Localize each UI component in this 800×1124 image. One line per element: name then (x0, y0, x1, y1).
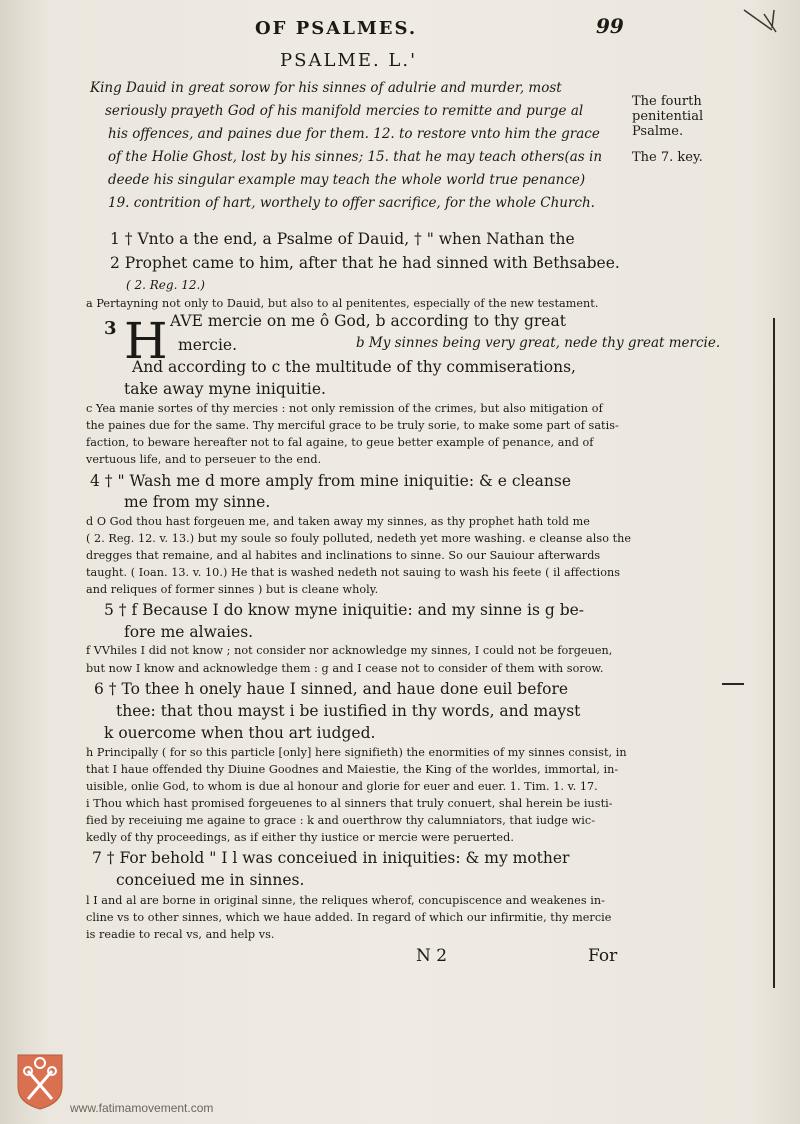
verse-1: 1 † Vnto a the end, a Psalme of Dauid, † " when Nathan the (110, 230, 575, 248)
footnote-d: taught. ( Ioan. 13. v. 10.) He that is washed nedeth not sauing to wash his feete ( il affections (86, 566, 621, 579)
verse-2: 2 Prophet came to him, after that he had sinned with Bethsabee. (110, 254, 620, 272)
margin-note-line: Psalme. (632, 124, 684, 139)
footnote-i: i Thou which hast promised forgeuenes to al sinners that truly conuert, shal herein be iusti- (86, 797, 613, 810)
argument-line: seriously prayeth God of his manifold mercies to remitte and purge al (105, 103, 584, 119)
verse-3-cont: take away myne iniquitie. (124, 380, 326, 398)
verse-number: 3 (104, 318, 117, 339)
footnote-l: l I and al are borne in original sinne, the reliques wherof, concupiscence and weakenes in- (86, 894, 605, 907)
footnote-f: f VVhiles I did not know ; not consider nor acknowledge my sinnes, I could not be forgeuen, (86, 644, 613, 657)
margin-rule (722, 683, 744, 685)
footnote-d: d O God thou hast forgeuen me, and taken away my sinnes, as thy prophet hath told me (86, 515, 590, 528)
watermark-url[interactable]: www.fatimamovement.com (70, 1101, 214, 1115)
running-head: OF PSALMES. (255, 18, 418, 39)
psalm-title: PSALME. L.' (280, 50, 418, 71)
margin-note-line: penitential (632, 109, 704, 124)
footnote-h: h Principally ( for so this particle [only] here signifieth) the enormities of my sinnes consist, in (86, 746, 627, 759)
footnote-d: dregges that remaine, and al habites and inclinations to sinne. So our Sauiour afterwards (86, 549, 601, 562)
verse-3-cont: And according to c the multitude of thy commiserations, (132, 358, 576, 376)
argument-line: deede his singular example may teach the whole world true penance) (108, 172, 586, 188)
verse-7: 7 † For behold " I l was conceiued in iniquities: & my mother (92, 849, 570, 867)
footnote-d: ( 2. Reg. 12. v. 13.) but my soule so fouly polluted, nedeth yet more washing. e cleanse also the (86, 532, 632, 545)
page-corner-mark (742, 6, 782, 36)
footnote-a: a Pertayning not only to Dauid, but also to al penitentes, especially of the new testament. (86, 297, 599, 310)
footnote-f: but now I know and acknowledge them : g and I cease not to consider of them with sorow. (86, 662, 604, 675)
inline-note-b: b My sinnes being very great, nede thy great mercie. (356, 335, 721, 351)
footnote-c: the paines due for the same. Thy merciful grace to be truly sorie, to make some part of satis- (86, 419, 619, 432)
verse-6-cont: thee: that thou mayst i be iustified in thy words, and mayst (116, 702, 581, 720)
scripture-reference: ( 2. Reg. 12.) (126, 278, 205, 292)
footnote-i: kedly of thy proceedings, as if either thy iustice or mercie were peruerted. (86, 831, 514, 844)
argument-line: of the Holie Ghost, lost by his sinnes; 15. that he may teach others(as in (108, 149, 603, 165)
footnote-l: is readie to recal vs, and help vs. (86, 928, 275, 941)
drop-cap: H (124, 312, 168, 370)
footnote-l: cline vs to other sinnes, which we haue added. In regard of which our infirmitie, thy mercie (86, 911, 612, 924)
papal-keys-logo (14, 1053, 66, 1111)
page-number: 99 (596, 14, 624, 38)
margin-note-key: The 7. key. (632, 150, 703, 165)
verse-4: 4 † " Wash me d more amply from mine iniquitie: & e cleanse (90, 472, 571, 490)
argument-line: his offences, and paines due for them. 12. to restore vnto him the grace (108, 126, 600, 142)
margin-note-line: The fourth (632, 94, 702, 109)
footnote-c: c Yea manie sortes of thy mercies : not only remission of the crimes, but also mitigation of (86, 402, 603, 415)
verse-7-cont: conceiued me in sinnes. (116, 871, 305, 889)
verse-5: 5 † f Because I do know myne iniquitie: and my sinne is g be- (104, 601, 585, 619)
footnote-h: uisible, onlie God, to whom is due al honour and glorie for euer and euer. 1. Tim. 1. v. 17. (86, 780, 598, 793)
signature-mark: N 2 (416, 946, 448, 966)
argument-line: King Dauid in great sorow for his sinnes of adulrie and murder, most (90, 80, 562, 96)
verse-6: 6 † To thee h onely haue I sinned, and haue done euil before (94, 680, 569, 698)
footnote-h: that I haue offended thy Diuine Goodnes and Maiestie, the King of the worldes, immortal, in- (86, 763, 619, 776)
verse-4-cont: me from my sinne. (124, 493, 271, 511)
argument-line: 19. contrition of hart, worthely to offer sacrifice, for the whole Church. (108, 195, 595, 211)
footnote-c: vertuous life, and to perseuer to the end. (86, 453, 322, 466)
verse-5-cont: fore me alwaies. (124, 623, 254, 641)
verse-3-cont: mercie. (178, 336, 238, 354)
footnote-d: and reliques of former sinnes ) but is cleane wholy. (86, 583, 379, 596)
margin-note (632, 94, 712, 139)
verse-3: AVE mercie on me ô God, b according to thy great (170, 312, 566, 330)
footnote-c: faction, to beware hereafter not to fal againe, to geue better example of penance, and of (86, 436, 594, 449)
catchword: For (588, 946, 618, 966)
footnote-i: fied by receiuing me againe to grace : k and ouerthrow thy calumniators, that iudge wic- (86, 814, 596, 827)
column-rule (773, 318, 775, 988)
verse-6-cont: k ouercome when thou art iudged. (104, 724, 376, 742)
